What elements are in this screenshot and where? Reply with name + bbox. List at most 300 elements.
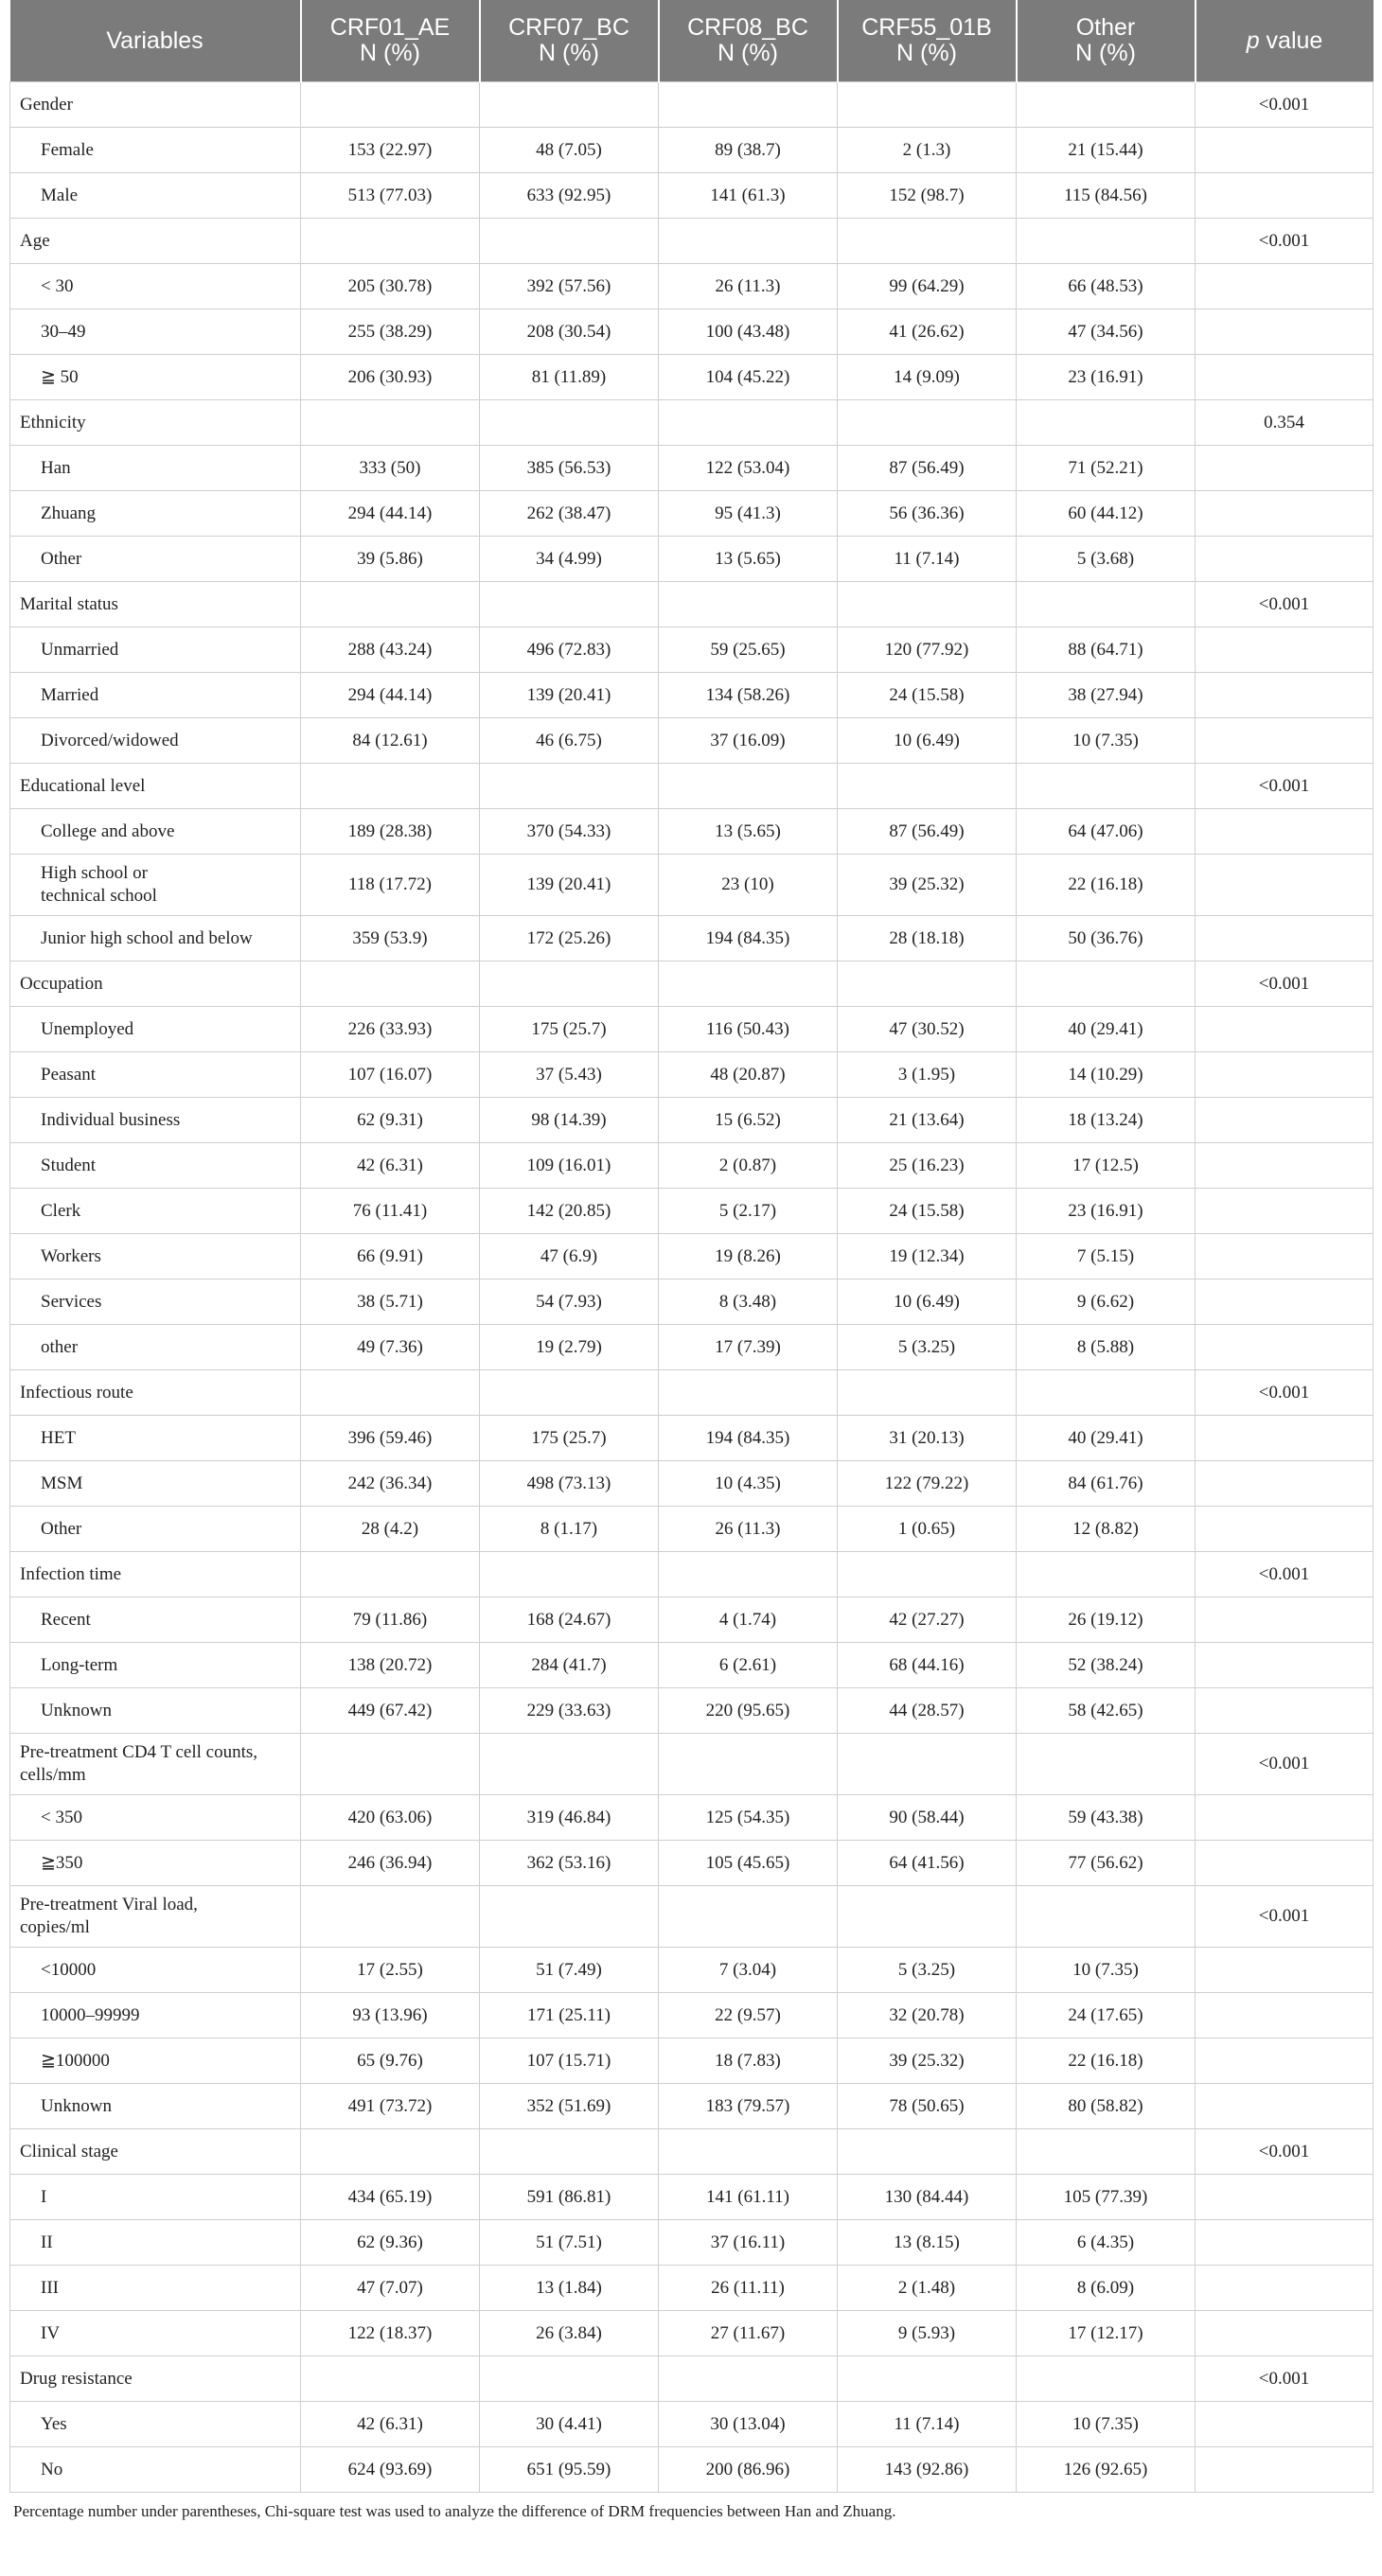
- value-cell: 116 (50.43): [659, 1007, 838, 1052]
- value-cell: 5 (3.68): [1017, 537, 1196, 582]
- empty-cell: [1196, 537, 1373, 582]
- value-cell: 4 (1.74): [659, 1597, 838, 1643]
- empty-cell: [480, 1734, 659, 1795]
- value-cell: 95 (41.3): [659, 491, 838, 537]
- empty-cell: [1196, 355, 1373, 400]
- value-cell: 19 (8.26): [659, 1234, 838, 1279]
- value-cell: 42 (27.27): [838, 1597, 1017, 1643]
- empty-cell: [1017, 1886, 1196, 1948]
- section-label: Educational level: [10, 764, 301, 809]
- data-table: [9, 0, 1373, 2493]
- value-cell: 62 (9.36): [301, 2220, 480, 2266]
- empty-cell: [301, 219, 480, 264]
- value-cell: 189 (28.38): [301, 809, 480, 855]
- table-row: [10, 1416, 1373, 1461]
- value-cell: 40 (29.41): [1017, 1416, 1196, 1461]
- header-group: [480, 0, 659, 82]
- value-cell: 26 (11.3): [659, 1507, 838, 1552]
- value-cell: 591 (86.81): [480, 2175, 659, 2220]
- value-cell: 13 (5.65): [659, 537, 838, 582]
- header-row: [10, 0, 1373, 82]
- p-value: <0.001: [1196, 1734, 1373, 1795]
- value-cell: 50 (36.76): [1017, 916, 1196, 962]
- table-row: [10, 128, 1373, 173]
- value-cell: 175 (25.7): [480, 1007, 659, 1052]
- section-row: [10, 400, 1373, 446]
- p-value: <0.001: [1196, 82, 1373, 128]
- table-row: [10, 537, 1373, 582]
- empty-cell: [1017, 962, 1196, 1007]
- row-label: Yes: [10, 2402, 301, 2447]
- value-cell: 38 (5.71): [301, 1279, 480, 1325]
- value-cell: 118 (17.72): [301, 855, 480, 916]
- empty-cell: [1196, 1325, 1373, 1370]
- value-cell: 64 (41.56): [838, 1841, 1017, 1886]
- value-cell: 491 (73.72): [301, 2084, 480, 2129]
- value-cell: 246 (36.94): [301, 1841, 480, 1886]
- value-cell: 13 (1.84): [480, 2266, 659, 2311]
- value-cell: 60 (44.12): [1017, 491, 1196, 537]
- value-cell: 54 (7.93): [480, 1279, 659, 1325]
- table-row: [10, 1143, 1373, 1189]
- value-cell: 42 (6.31): [301, 2402, 480, 2447]
- empty-cell: [659, 582, 838, 627]
- value-cell: 56 (36.36): [838, 491, 1017, 537]
- value-cell: 9 (5.93): [838, 2311, 1017, 2356]
- value-cell: 370 (54.33): [480, 809, 659, 855]
- row-label: Other: [10, 537, 301, 582]
- value-cell: 59 (25.65): [659, 627, 838, 673]
- value-cell: 13 (8.15): [838, 2220, 1017, 2266]
- table-row: [10, 491, 1373, 537]
- value-cell: 624 (93.69): [301, 2447, 480, 2493]
- section-label: Drug resistance: [10, 2356, 301, 2402]
- value-cell: 396 (59.46): [301, 1416, 480, 1461]
- group-name: CRF08_BC: [687, 14, 808, 41]
- value-cell: 37 (16.09): [659, 718, 838, 764]
- row-label: ≧350: [10, 1841, 301, 1886]
- value-cell: 105 (45.65): [659, 1841, 838, 1886]
- value-cell: 7 (5.15): [1017, 1234, 1196, 1279]
- value-cell: 93 (13.96): [301, 1993, 480, 2038]
- empty-cell: [659, 219, 838, 264]
- p-value: 0.354: [1196, 400, 1373, 446]
- empty-cell: [1196, 627, 1373, 673]
- row-label: I: [10, 2175, 301, 2220]
- value-cell: 11 (7.14): [838, 537, 1017, 582]
- table-row: [10, 2038, 1373, 2084]
- row-label: other: [10, 1325, 301, 1370]
- value-cell: 24 (15.58): [838, 1189, 1017, 1234]
- empty-cell: [480, 1370, 659, 1416]
- value-cell: 71 (52.21): [1017, 446, 1196, 491]
- value-cell: 17 (12.5): [1017, 1143, 1196, 1189]
- row-label: Zhuang: [10, 491, 301, 537]
- value-cell: 10 (4.35): [659, 1461, 838, 1507]
- value-cell: 498 (73.13): [480, 1461, 659, 1507]
- value-cell: 107 (15.71): [480, 2038, 659, 2084]
- value-cell: 64 (47.06): [1017, 809, 1196, 855]
- empty-cell: [659, 962, 838, 1007]
- empty-cell: [1196, 2447, 1373, 2493]
- value-cell: 47 (34.56): [1017, 309, 1196, 355]
- group-name: Other: [1075, 14, 1136, 41]
- empty-cell: [480, 400, 659, 446]
- value-cell: 14 (10.29): [1017, 1052, 1196, 1098]
- table-row: [10, 916, 1373, 962]
- value-cell: 152 (98.7): [838, 173, 1017, 219]
- p-value: <0.001: [1196, 962, 1373, 1007]
- value-cell: 107 (16.07): [301, 1052, 480, 1098]
- value-cell: 40 (29.41): [1017, 1007, 1196, 1052]
- empty-cell: [838, 962, 1017, 1007]
- value-cell: 21 (15.44): [1017, 128, 1196, 173]
- group-unit: N (%): [896, 40, 957, 66]
- row-label: Unknown: [10, 2084, 301, 2129]
- value-cell: 109 (16.01): [480, 1143, 659, 1189]
- value-cell: 1 (0.65): [838, 1507, 1017, 1552]
- value-cell: 2 (1.48): [838, 2266, 1017, 2311]
- value-cell: 65 (9.76): [301, 2038, 480, 2084]
- value-cell: 23 (10): [659, 855, 838, 916]
- section-row: [10, 219, 1373, 264]
- value-cell: 242 (36.34): [301, 1461, 480, 1507]
- value-cell: 333 (50): [301, 446, 480, 491]
- value-cell: 9 (6.62): [1017, 1279, 1196, 1325]
- empty-cell: [838, 2129, 1017, 2175]
- empty-cell: [1017, 1734, 1196, 1795]
- value-cell: 77 (56.62): [1017, 1841, 1196, 1886]
- value-cell: 8 (3.48): [659, 1279, 838, 1325]
- empty-cell: [1196, 1841, 1373, 1886]
- empty-cell: [1196, 491, 1373, 537]
- row-label: High school or technical school: [10, 855, 301, 916]
- value-cell: 84 (12.61): [301, 718, 480, 764]
- empty-cell: [1196, 1416, 1373, 1461]
- value-cell: 168 (24.67): [480, 1597, 659, 1643]
- value-cell: 19 (2.79): [480, 1325, 659, 1370]
- section-row: [10, 582, 1373, 627]
- table-row: [10, 718, 1373, 764]
- value-cell: 41 (26.62): [838, 309, 1017, 355]
- value-cell: 30 (13.04): [659, 2402, 838, 2447]
- value-cell: 142 (20.85): [480, 1189, 659, 1234]
- empty-cell: [1017, 1552, 1196, 1597]
- value-cell: 76 (11.41): [301, 1189, 480, 1234]
- value-cell: 6 (2.61): [659, 1643, 838, 1688]
- value-cell: 10 (7.35): [1017, 1948, 1196, 1993]
- table-row: [10, 2220, 1373, 2266]
- table-row: [10, 1507, 1373, 1552]
- value-cell: 27 (11.67): [659, 2311, 838, 2356]
- empty-cell: [301, 400, 480, 446]
- empty-cell: [480, 1886, 659, 1948]
- value-cell: 17 (2.55): [301, 1948, 480, 1993]
- value-cell: 24 (17.65): [1017, 1993, 1196, 2038]
- value-cell: 34 (4.99): [480, 537, 659, 582]
- row-label: II: [10, 2220, 301, 2266]
- value-cell: 30 (4.41): [480, 2402, 659, 2447]
- value-cell: 205 (30.78): [301, 264, 480, 309]
- value-cell: 141 (61.11): [659, 2175, 838, 2220]
- empty-cell: [301, 2129, 480, 2175]
- value-cell: 26 (11.3): [659, 264, 838, 309]
- value-cell: 23 (16.91): [1017, 1189, 1196, 1234]
- empty-cell: [1196, 2084, 1373, 2129]
- group-unit: N (%): [1075, 40, 1136, 66]
- value-cell: 39 (25.32): [838, 855, 1017, 916]
- empty-cell: [301, 962, 480, 1007]
- value-cell: 392 (57.56): [480, 264, 659, 309]
- p-value: <0.001: [1196, 2356, 1373, 2402]
- table-row: [10, 2311, 1373, 2356]
- value-cell: 134 (58.26): [659, 673, 838, 718]
- section-row: [10, 1552, 1373, 1597]
- section-label: Pre-treatment CD4 T cell counts, cells/mm: [10, 1734, 301, 1795]
- value-cell: 126 (92.65): [1017, 2447, 1196, 2493]
- empty-cell: [480, 1552, 659, 1597]
- value-cell: 22 (16.18): [1017, 2038, 1196, 2084]
- row-label: Divorced/widowed: [10, 718, 301, 764]
- value-cell: 10 (6.49): [838, 1279, 1017, 1325]
- empty-cell: [659, 764, 838, 809]
- empty-cell: [1196, 2175, 1373, 2220]
- empty-cell: [1017, 764, 1196, 809]
- value-cell: 17 (7.39): [659, 1325, 838, 1370]
- value-cell: 25 (16.23): [838, 1143, 1017, 1189]
- value-cell: 80 (58.82): [1017, 2084, 1196, 2129]
- empty-cell: [301, 1886, 480, 1948]
- empty-cell: [1017, 1370, 1196, 1416]
- value-cell: 139 (20.41): [480, 673, 659, 718]
- value-cell: 99 (64.29): [838, 264, 1017, 309]
- empty-cell: [838, 1552, 1017, 1597]
- row-label: Workers: [10, 1234, 301, 1279]
- value-cell: 12 (8.82): [1017, 1507, 1196, 1552]
- empty-cell: [1196, 1507, 1373, 1552]
- empty-cell: [1017, 2129, 1196, 2175]
- value-cell: 66 (9.91): [301, 1234, 480, 1279]
- p-symbol: p: [1246, 26, 1260, 54]
- table-row: [10, 809, 1373, 855]
- table-row: [10, 2266, 1373, 2311]
- table-row: [10, 1189, 1373, 1234]
- value-cell: 153 (22.97): [301, 128, 480, 173]
- value-cell: 288 (43.24): [301, 627, 480, 673]
- row-label: No: [10, 2447, 301, 2493]
- table-row: [10, 264, 1373, 309]
- empty-cell: [838, 82, 1017, 128]
- value-cell: 24 (15.58): [838, 673, 1017, 718]
- row-label: IV: [10, 2311, 301, 2356]
- value-cell: 28 (4.2): [301, 1507, 480, 1552]
- value-cell: 651 (95.59): [480, 2447, 659, 2493]
- value-cell: 513 (77.03): [301, 173, 480, 219]
- value-cell: 10 (7.35): [1017, 718, 1196, 764]
- row-label: Unknown: [10, 1688, 301, 1734]
- section-row: [10, 962, 1373, 1007]
- empty-cell: [838, 1734, 1017, 1795]
- row-label: Recent: [10, 1597, 301, 1643]
- row-label: College and above: [10, 809, 301, 855]
- table-row: [10, 1841, 1373, 1886]
- group-unit: N (%): [718, 40, 778, 66]
- section-row: [10, 1886, 1373, 1948]
- value-cell: 385 (56.53): [480, 446, 659, 491]
- value-cell: 62 (9.31): [301, 1098, 480, 1143]
- value-cell: 81 (11.89): [480, 355, 659, 400]
- empty-cell: [1196, 1098, 1373, 1143]
- value-cell: 15 (6.52): [659, 1098, 838, 1143]
- table-row: [10, 1795, 1373, 1841]
- value-cell: 38 (27.94): [1017, 673, 1196, 718]
- value-cell: 37 (16.11): [659, 2220, 838, 2266]
- empty-cell: [838, 764, 1017, 809]
- value-cell: 100 (43.48): [659, 309, 838, 355]
- value-cell: 66 (48.53): [1017, 264, 1196, 309]
- value-cell: 22 (9.57): [659, 1993, 838, 2038]
- row-label: < 350: [10, 1795, 301, 1841]
- empty-cell: [838, 582, 1017, 627]
- table-row: [10, 1643, 1373, 1688]
- empty-cell: [1196, 1143, 1373, 1189]
- value-cell: 87 (56.49): [838, 446, 1017, 491]
- empty-cell: [1196, 1993, 1373, 2038]
- value-cell: 59 (43.38): [1017, 1795, 1196, 1841]
- value-cell: 18 (13.24): [1017, 1098, 1196, 1143]
- group-unit: N (%): [360, 40, 420, 66]
- value-cell: 22 (16.18): [1017, 855, 1196, 916]
- value-cell: 42 (6.31): [301, 1143, 480, 1189]
- section-row: [10, 1370, 1373, 1416]
- row-label: <10000: [10, 1948, 301, 1993]
- table-row: [10, 2447, 1373, 2493]
- value-cell: 200 (86.96): [659, 2447, 838, 2493]
- value-cell: 208 (30.54): [480, 309, 659, 355]
- empty-cell: [659, 1734, 838, 1795]
- value-cell: 420 (63.06): [301, 1795, 480, 1841]
- value-cell: 49 (7.36): [301, 1325, 480, 1370]
- row-label: MSM: [10, 1461, 301, 1507]
- table-row: [10, 1597, 1373, 1643]
- value-cell: 21 (13.64): [838, 1098, 1017, 1143]
- table-row: [10, 309, 1373, 355]
- value-cell: 31 (20.13): [838, 1416, 1017, 1461]
- table-row: [10, 1325, 1373, 1370]
- empty-cell: [1196, 1795, 1373, 1841]
- value-cell: 10 (7.35): [1017, 2402, 1196, 2447]
- table-container: [9, 0, 1373, 2521]
- value-cell: 171 (25.11): [480, 1993, 659, 2038]
- empty-cell: [1196, 2266, 1373, 2311]
- value-cell: 2 (1.3): [838, 128, 1017, 173]
- value-cell: 11 (7.14): [838, 2402, 1017, 2447]
- header-group: [659, 0, 838, 82]
- value-cell: 141 (61.3): [659, 173, 838, 219]
- p-value: <0.001: [1196, 1370, 1373, 1416]
- row-label: Unmarried: [10, 627, 301, 673]
- value-cell: 5 (3.25): [838, 1325, 1017, 1370]
- value-cell: 105 (77.39): [1017, 2175, 1196, 2220]
- empty-cell: [1196, 1189, 1373, 1234]
- header-group: [1017, 0, 1196, 82]
- value-cell: 194 (84.35): [659, 1416, 838, 1461]
- value-cell: 26 (11.11): [659, 2266, 838, 2311]
- table-body: [10, 82, 1373, 2493]
- p-value: <0.001: [1196, 2129, 1373, 2175]
- value-cell: 44 (28.57): [838, 1688, 1017, 1734]
- row-label: 30–49: [10, 309, 301, 355]
- empty-cell: [1017, 82, 1196, 128]
- empty-cell: [659, 2356, 838, 2402]
- value-cell: 143 (92.86): [838, 2447, 1017, 2493]
- empty-cell: [1196, 2038, 1373, 2084]
- value-cell: 48 (7.05): [480, 128, 659, 173]
- value-cell: 47 (30.52): [838, 1007, 1017, 1052]
- p-value: <0.001: [1196, 582, 1373, 627]
- empty-cell: [1196, 1688, 1373, 1734]
- row-label: < 30: [10, 264, 301, 309]
- header-group: [301, 0, 480, 82]
- header-p-value: [1196, 0, 1373, 82]
- row-label: Student: [10, 1143, 301, 1189]
- row-label: Clerk: [10, 1189, 301, 1234]
- empty-cell: [1196, 673, 1373, 718]
- empty-cell: [301, 82, 480, 128]
- value-cell: 5 (3.25): [838, 1948, 1017, 1993]
- value-cell: 194 (84.35): [659, 916, 838, 962]
- value-cell: 172 (25.26): [480, 916, 659, 962]
- value-cell: 139 (20.41): [480, 855, 659, 916]
- table-row: [10, 1948, 1373, 1993]
- p-value: <0.001: [1196, 219, 1373, 264]
- group-name: CRF01_AE: [329, 14, 451, 41]
- value-cell: 13 (5.65): [659, 809, 838, 855]
- empty-cell: [838, 1886, 1017, 1948]
- empty-cell: [659, 2129, 838, 2175]
- empty-cell: [480, 764, 659, 809]
- table-row: [10, 673, 1373, 718]
- value-cell: 449 (67.42): [301, 1688, 480, 1734]
- row-label: Junior high school and below: [10, 916, 301, 962]
- value-cell: 255 (38.29): [301, 309, 480, 355]
- table-row: [10, 855, 1373, 916]
- value-cell: 26 (19.12): [1017, 1597, 1196, 1643]
- row-label: Female: [10, 128, 301, 173]
- empty-cell: [480, 82, 659, 128]
- empty-cell: [1196, 446, 1373, 491]
- table-row: [10, 2175, 1373, 2220]
- section-row: [10, 2129, 1373, 2175]
- empty-cell: [1196, 264, 1373, 309]
- value-cell: 226 (33.93): [301, 1007, 480, 1052]
- value-cell: 352 (51.69): [480, 2084, 659, 2129]
- empty-cell: [1196, 855, 1373, 916]
- empty-cell: [1196, 1461, 1373, 1507]
- value-cell: 26 (3.84): [480, 2311, 659, 2356]
- section-row: [10, 82, 1373, 128]
- group-name: CRF55_01B: [861, 14, 992, 41]
- table-row: [10, 2402, 1373, 2447]
- section-label: Marital status: [10, 582, 301, 627]
- empty-cell: [1196, 2220, 1373, 2266]
- group-unit: N (%): [539, 40, 599, 66]
- empty-cell: [1196, 718, 1373, 764]
- value-cell: 7 (3.04): [659, 1948, 838, 1993]
- value-cell: 51 (7.49): [480, 1948, 659, 1993]
- value-cell: 496 (72.83): [480, 627, 659, 673]
- table-row: [10, 1007, 1373, 1052]
